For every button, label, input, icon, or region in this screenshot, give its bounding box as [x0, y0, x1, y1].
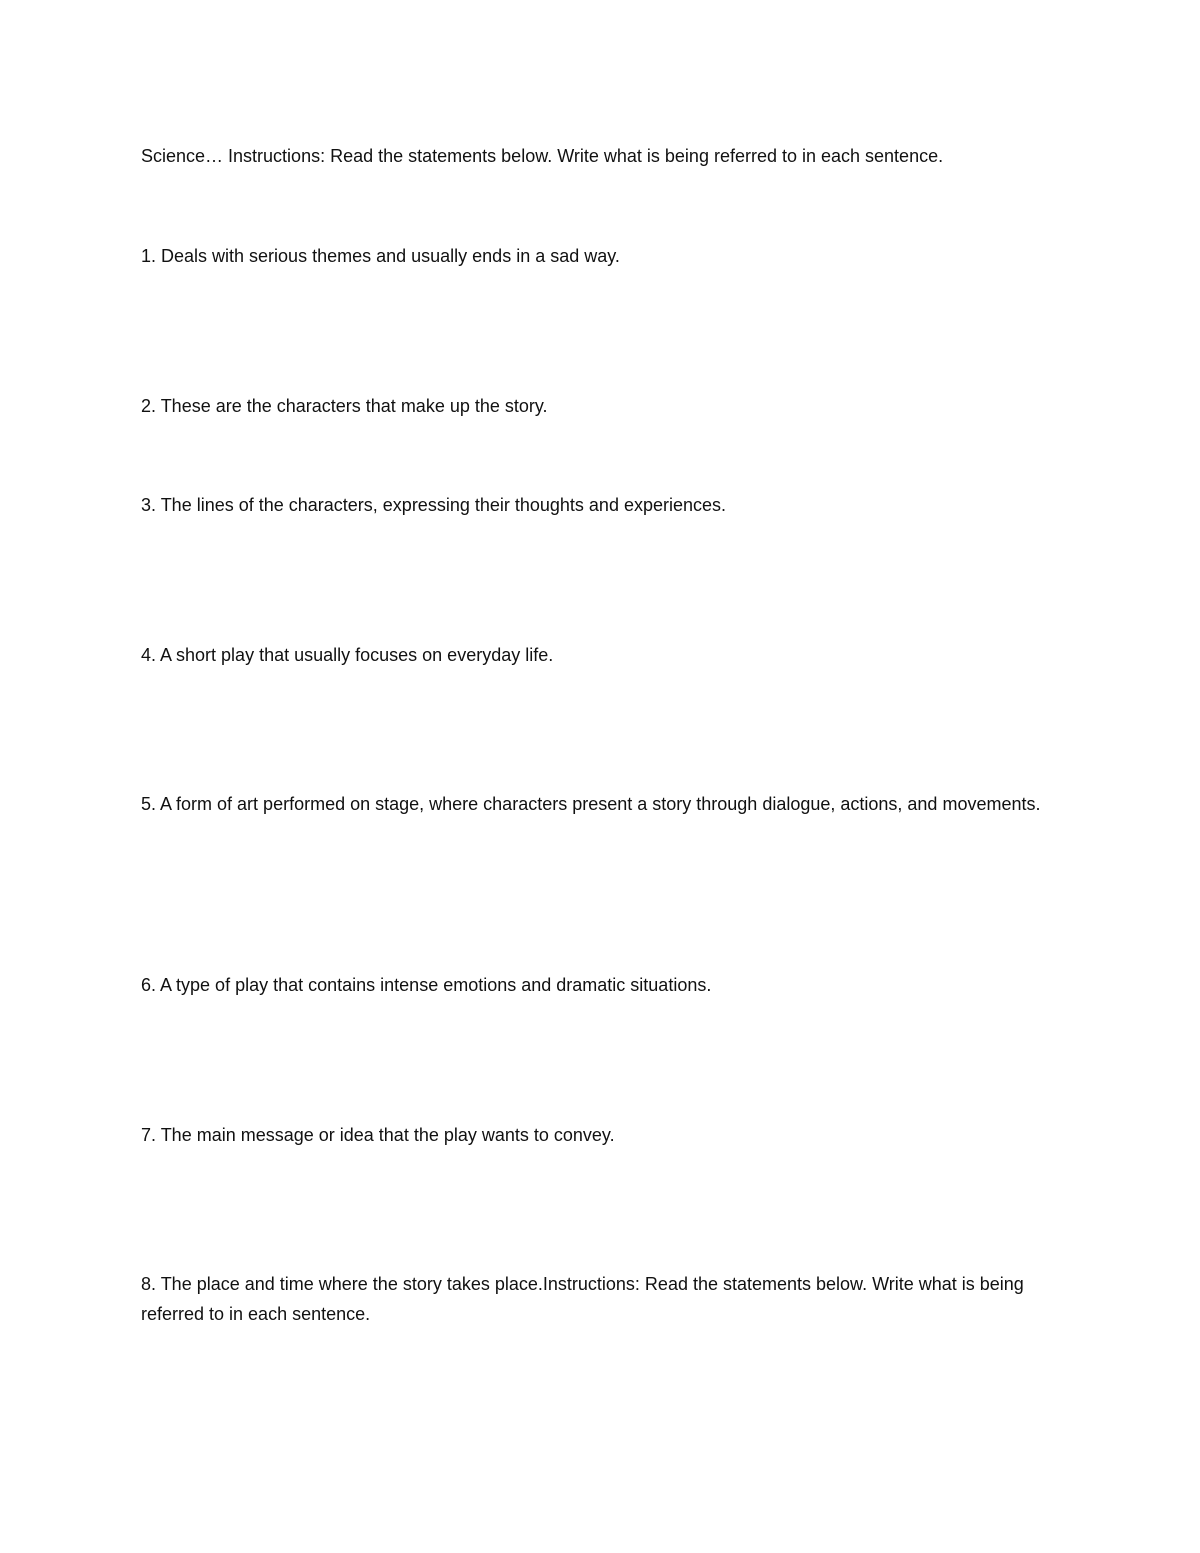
question-8: 8. The place and time where the story takes place.Instructions: Read the statements below. Write what is being referred to in each sentence.: [141, 1274, 1024, 1324]
question-5: 5. A form of art performed on stage, where characters present a story through dialogue, actions, and movements.: [141, 794, 1041, 814]
question-4: 4. A short play that usually focuses on everyday life.: [141, 645, 554, 665]
question-2: 2. These are the characters that make up the story.: [141, 396, 548, 416]
question-3: 3. The lines of the characters, expressing their thoughts and experiences.: [141, 495, 727, 515]
question-1: 1. Deals with serious themes and usually ends in a sad way.: [141, 246, 620, 266]
instructions-header: Science… Instructions: Read the statements below. Write what is being referred to in each sentence.: [141, 146, 944, 166]
question-6: 6. A type of play that contains intense emotions and dramatic situations.: [141, 975, 712, 995]
question-7: 7. The main message or idea that the play wants to convey.: [141, 1125, 615, 1145]
